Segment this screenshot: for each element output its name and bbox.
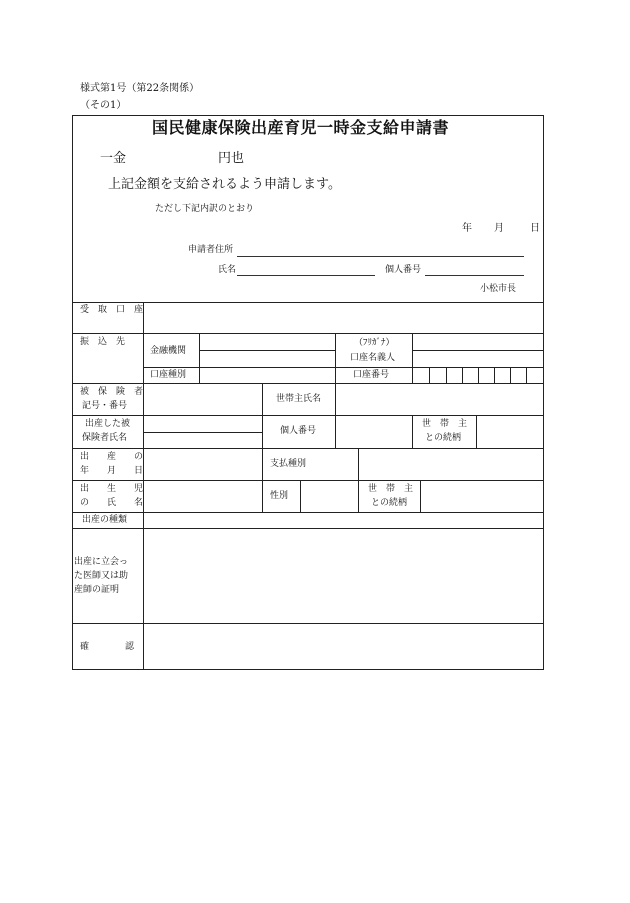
account-header: 受 取 口 座 [80, 305, 144, 315]
account-number-label: 口座番号 [353, 370, 390, 380]
addressee: 小松市長 [480, 284, 517, 294]
insured-name-label-1: 出産した被 [85, 419, 131, 429]
date-month: 月 [494, 223, 504, 234]
date-year: 年 [462, 223, 472, 234]
account-type-label: 口座種別 [150, 370, 187, 380]
applicant-personal-no-label: 個人番号 [385, 265, 422, 275]
confirm-label: 確 認 [80, 642, 135, 652]
form-title: 国民健康保険出産育児一時金支給申請書 [152, 118, 450, 137]
transfer-to-label: 振 込 先 [80, 337, 126, 347]
applicant-personal-no-line[interactable] [425, 275, 524, 276]
amount-prefix: 一金 [100, 151, 127, 166]
certificate-label-1: 出産に立会っ [74, 557, 129, 567]
form-sub-number: （その1） [80, 100, 127, 111]
applicant-name-line[interactable] [237, 275, 375, 276]
child-name-label-1: 出 生 児 [80, 484, 144, 494]
applicant-name-label: 氏名 [218, 265, 237, 275]
birth-date-label-2: 年 月 日 [80, 466, 144, 476]
relation-2-label-a: 世 帯 主 [368, 484, 414, 494]
birth-kind-label: 出産の種類 [82, 515, 128, 525]
sex-label: 性別 [270, 491, 289, 501]
insured-no-label-1: 被 保 険 者 [80, 387, 144, 397]
relation-1-label-a: 世 帯 主 [422, 419, 468, 429]
insured-name-label-2: 保険者氏名 [82, 433, 128, 443]
birth-date-label-1: 出 産 の [80, 452, 144, 462]
insured-no-label-2: 記号・番号 [82, 401, 128, 411]
note-text: ただし下記内訳のとおり [155, 204, 255, 214]
certificate-label-3: 産師の証明 [74, 585, 120, 595]
account-holder-label: 口座名義人 [350, 353, 396, 363]
furigana-label: （ﾌﾘｶﾞﾅ） [354, 338, 395, 348]
amount-suffix: 円也 [218, 151, 245, 166]
applicant-address-label: 申請者住所 [188, 245, 234, 255]
form-number: 様式第1号（第22条関係） [80, 83, 200, 94]
relation-2-label-b: との続柄 [371, 498, 408, 508]
bank-label: 金融機関 [150, 346, 187, 356]
head-name-label: 世帯主氏名 [276, 394, 322, 404]
date-day: 日 [530, 223, 540, 234]
applicant-address-line[interactable] [237, 256, 524, 257]
relation-1-label-b: との続柄 [425, 433, 462, 443]
child-name-label-2: の 氏 名 [80, 498, 144, 508]
personal-no-label: 個人番号 [280, 426, 317, 436]
request-text: 上記金額を支給されるよう申請します。 [108, 177, 341, 192]
payment-type-label: 支払種別 [270, 459, 307, 469]
certificate-label-2: た医師又は助 [74, 571, 129, 581]
